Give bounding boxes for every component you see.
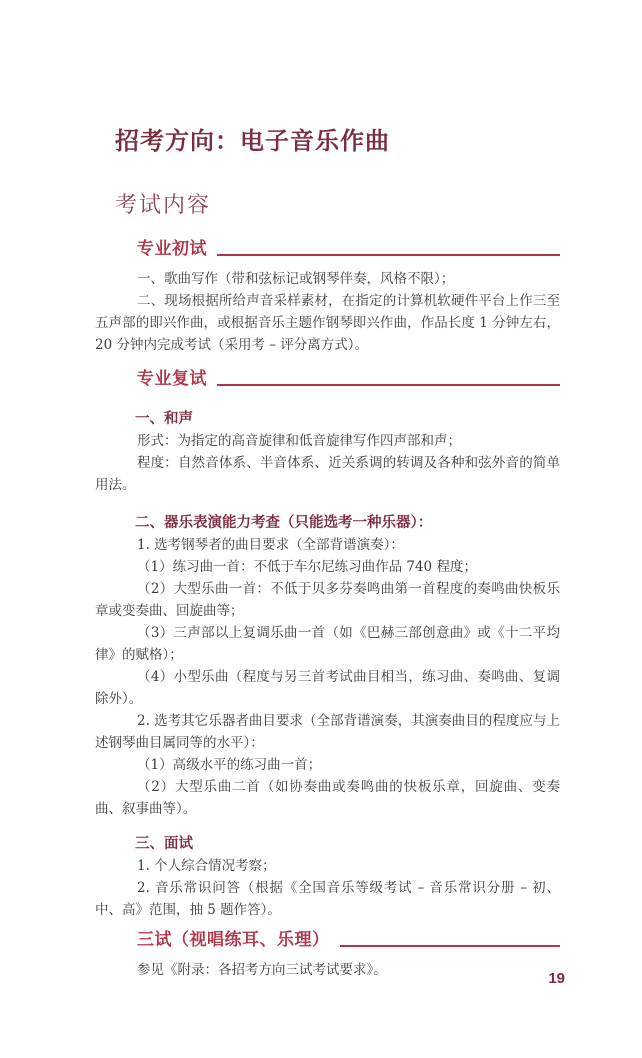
paragraph: 2. 音乐常识问答（根据《全国音乐等级考试 – 音乐常识分册 – 初、中、高》范围，抽 5 题作答）。: [95, 880, 560, 918]
paragraph: 程度：自然音体系、半音体系、近关系调的转调及各种和弦外音的简单用法。: [95, 455, 560, 493]
paragraph: （1）高级水平的练习曲一首；: [137, 757, 322, 773]
paragraph: 参见《附录：各招考方向三试考试要求》。: [137, 962, 387, 978]
doc-title: 招考方向：电子音乐作曲: [115, 128, 390, 155]
paragraph: 二、现场根据所给声音采样素材，在指定的计算机软硬件平台上作三至五声部的即兴作曲，或根据音乐主题作钢琴即兴作曲，作品长度 1 分钟左右，20 分钟内完成考试（采用考 – 评分离方式）。: [95, 293, 560, 353]
doc-subtitle: 考试内容: [115, 192, 212, 217]
page-number: 19: [548, 970, 565, 987]
sub-heading-harmony: 一、和声: [135, 411, 193, 427]
paragraph: （2）大型乐曲二首（如协奏曲或奏鸣曲的快板乐章，回旋曲、变奏曲、叙事曲等）。: [95, 779, 560, 817]
section-heading-second-exam: [137, 370, 560, 388]
paragraph: 1. 个人综合情况考察；: [137, 858, 276, 874]
sub-heading-interview: 三、面试: [135, 836, 193, 852]
heading-rule: [217, 254, 560, 256]
section-heading-preliminary-exam: [137, 240, 560, 258]
section-heading-label: 专业初试: [137, 239, 207, 258]
paragraph: （4）小型乐曲（程度与另三首考试曲目相当，练习曲、奏鸣曲、复调除外）。: [95, 669, 560, 707]
paragraph: （3）三声部以上复调乐曲一首（如《巴赫三部创意曲》或《十二平均律》的赋格）；: [95, 625, 560, 663]
paragraph: （1）练习曲一首：不低于车尔尼练习曲作品 740 程度；: [137, 559, 477, 575]
heading-rule: [340, 945, 561, 947]
paragraph: 1. 选考钢琴者的曲目要求（全部背谱演奏）：: [137, 537, 404, 553]
paragraph: 形式：为指定的高音旋律和低音旋律写作四声部和声；: [137, 433, 461, 449]
paragraph: 2. 选考其它乐器者曲目要求（全部背谱演奏，其演奏曲目的程度应与上述钢琴曲目属同等的水平）：: [95, 713, 560, 751]
sub-heading-instrument-test: 二、器乐表演能力考查（只能选考一种乐器）：: [135, 515, 433, 531]
paragraph: 一、歌曲写作（带和弦标记或钢琴伴奏，风格不限）；: [137, 271, 455, 287]
paragraph: （2）大型乐曲一首：不低于贝多芬奏鸣曲第一首程度的奏鸣曲快板乐章或变奏曲、回旋曲等；: [95, 581, 560, 619]
heading-rule: [217, 384, 560, 386]
section-heading-label: 专业复试: [137, 369, 207, 388]
section-heading-third-exam: [137, 931, 560, 949]
section-heading-label: 三试（视唱练耳、乐理）: [137, 930, 330, 949]
